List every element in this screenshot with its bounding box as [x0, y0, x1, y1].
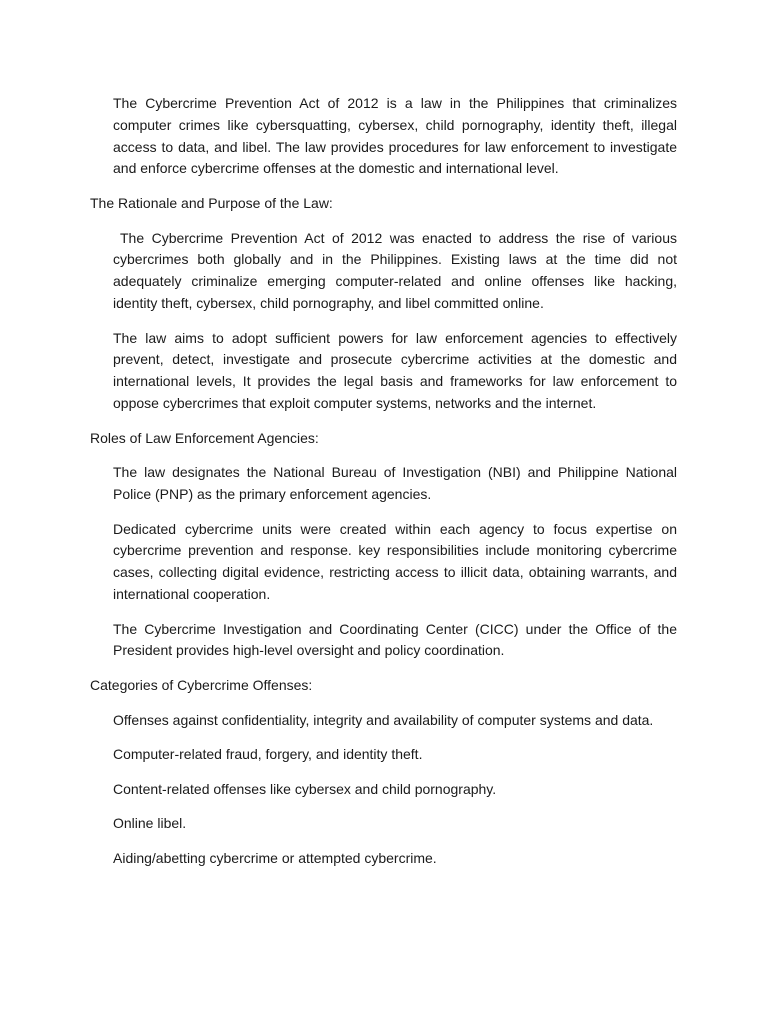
category-item-aiding: Aiding/abetting cybercrime or attempted cybercrime.	[113, 849, 437, 866]
intro-paragraph: The Cybercrime Prevention Act of 2012 is a law in the Philippines that criminalizes computer crimes like cybersquatting, cybersex, child pornography, identity theft, illegal access to data, and libel. The law provides procedures for law enforcement to investigate and enforce cybercrime offenses at the domestic and international level.	[113, 95, 677, 177]
roles-paragraph-1: The law designates the National Bureau of Investigation (NBI) and Philippine National Police (PNP) as the primary enforcement agencies.	[113, 464, 677, 502]
document-body	[90, 93, 677, 882]
rationale-paragraph-1: The Cybercrime Prevention Act of 2012 was enacted to address the rise of various cybercrimes both globally and in the Philippines. Existing laws at the time did not adequately criminalize emerging computer-related and online offenses like hacking, identity theft, cybersex, child pornography, and libel committed online.	[113, 229, 677, 311]
category-item-fraud: Computer-related fraud, forgery, and identity theft.	[113, 746, 423, 763]
rationale-paragraph-2: The law aims to adopt sufficient powers for law enforcement agencies to effectively prevent, detect, investigate and prosecute cybercrime activities at the domestic and international levels, It provides the legal basis and frameworks for law enforcement to oppose cybercrimes that exploit computer systems, networks and the internet.	[113, 329, 677, 411]
roles-paragraph-3: The Cybercrime Investigation and Coordinating Center (CICC) under the Office of the President provides high-level oversight and policy coordination.	[113, 620, 677, 659]
category-item-content: Content-related offenses like cybersex and child pornography.	[113, 780, 497, 797]
category-item-libel: Online libel.	[113, 815, 187, 832]
section-heading-categories: Categories of Cybercrime Offenses:	[90, 676, 313, 693]
category-item-confidentiality: Offenses against confidentiality, integrity and availability of computer systems and data.	[113, 711, 654, 728]
section-heading-roles: Roles of Law Enforcement Agencies:	[90, 429, 319, 446]
roles-paragraph-2: Dedicated cybercrime units were created within each agency to focus expertise on cybercrime prevention and response. key responsibilities include monitoring cybercrime cases, collecting digital evidence, restricting access to illicit data, obtaining warrants, and international cooperation.	[113, 520, 677, 602]
section-heading-rationale: The Rationale and Purpose of the Law:	[90, 194, 333, 211]
